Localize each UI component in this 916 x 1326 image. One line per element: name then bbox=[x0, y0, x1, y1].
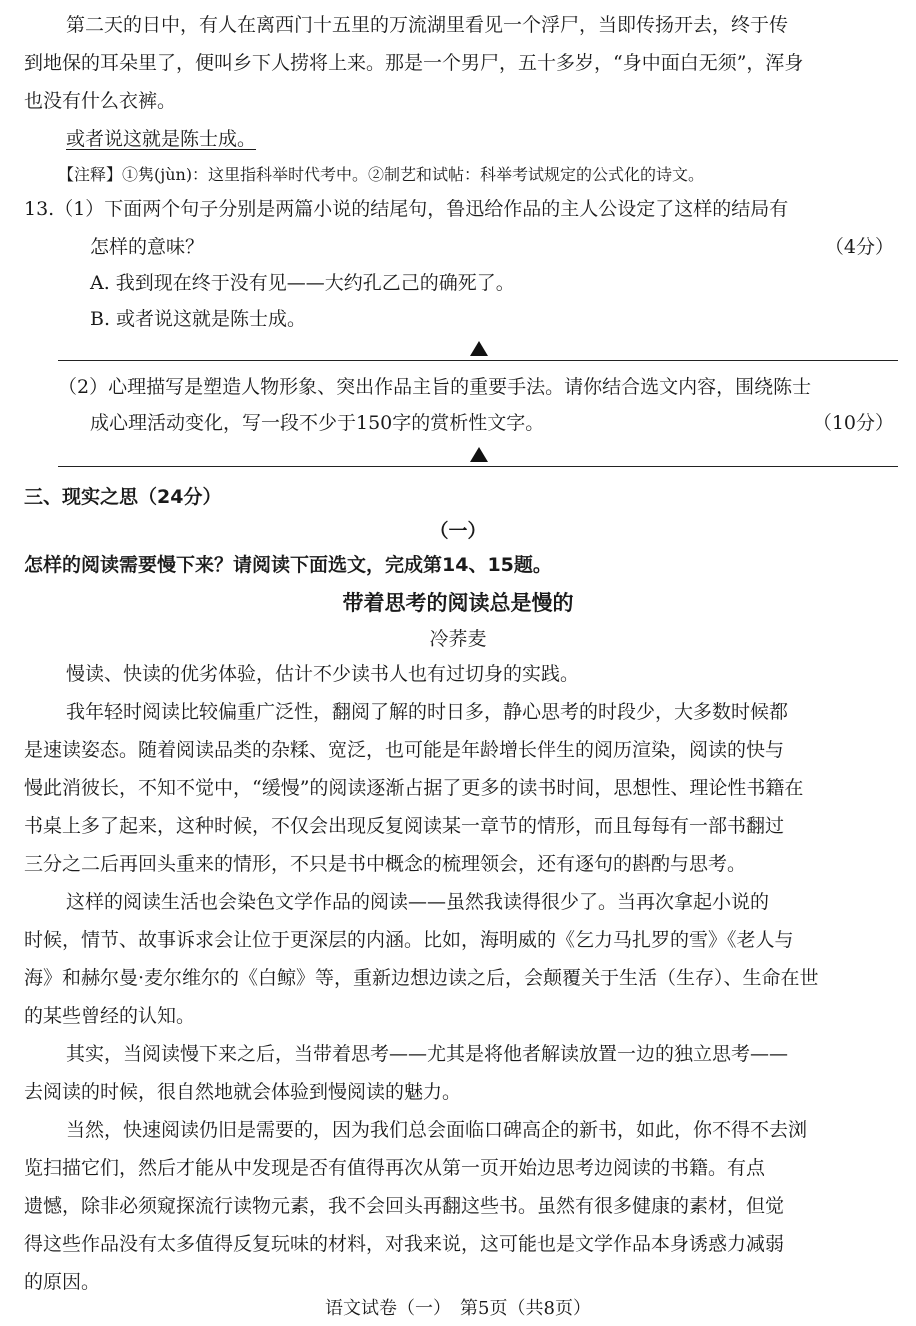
question-13-part2-points: （10分） bbox=[812, 412, 894, 434]
question-13-part2-cont: 成心理活动变化，写一段不少于150字的赏析性文字。 bbox=[90, 412, 545, 434]
article-line: 遗憾，除非必须窥探流行读物元素，我不会回头再翻这些书。虽然有很多健康的素材，但觉 bbox=[24, 1195, 785, 1217]
article-line: 书桌上多了起来，这种时候，不仅会出现反复阅读某一章节的情形，而且每每有一部书翻过 bbox=[24, 815, 785, 837]
article-line: 的原因。 bbox=[24, 1271, 101, 1293]
answer-area-marker bbox=[470, 341, 488, 356]
sub-heading: （一） bbox=[429, 520, 487, 542]
article-author: 冷荞麦 bbox=[429, 628, 487, 650]
section-heading: 三、现实之思（24分） bbox=[24, 486, 222, 508]
article-line: 去阅读的时候，很自然地就会体验到慢阅读的魅力。 bbox=[24, 1081, 462, 1103]
article-line: 慢此消彼长，不知不觉中，“缓慢”的阅读逐渐占据了更多的读书时间，思想性、理论性书籍在 bbox=[24, 777, 804, 799]
article-line: 其实，当阅读慢下来之后，当带着思考——尤其是将他者解读放置一边的独立思考—— bbox=[66, 1043, 789, 1065]
article-line: 是速读姿态。随着阅读品类的杂糅、宽泛，也可能是年龄增长伴生的阅历渲染，阅读的快与 bbox=[24, 739, 785, 761]
article-line: 当然，快速阅读仍旧是需要的，因为我们总会面临口碑高企的新书，如此，你不得不去浏 bbox=[66, 1119, 808, 1141]
story-line: 第二天的日中，有人在离西门十五里的万流湖里看见一个浮尸，当即传扬开去，终于传 bbox=[66, 14, 789, 36]
question-13-part1-cont: 怎样的意味？ bbox=[90, 236, 205, 258]
article-line: 时候，情节、故事诉求会让位于更深层的内涵。比如，海明威的《乞力马扎罗的雪》《老人与 bbox=[24, 929, 794, 951]
story-line: 也没有什么衣裤。 bbox=[24, 90, 177, 112]
article-line: 得这些作品没有太多值得反复玩味的材料，对我来说，这可能也是文学作品本身诱惑力减弱 bbox=[24, 1233, 785, 1255]
option-b: B. 或者说这就是陈士成。 bbox=[90, 308, 307, 330]
article-line: 海》和赫尔曼·麦尔维尔的《白鲸》等，重新边想边读之后，会颠覆关于生活（生存）、生命在世 bbox=[24, 967, 819, 989]
section-prompt: 怎样的阅读需要慢下来？请阅读下面选文，完成第14、15题。 bbox=[24, 554, 552, 576]
question-13-part1: 13.（1）下面两个句子分别是两篇小说的结尾句，鲁迅给作品的主人公设定了这样的结局有 bbox=[24, 198, 789, 220]
article-line: 三分之二后再回头重来的情形，不只是书中概念的梳理领会，还有逐句的斟酌与思考。 bbox=[24, 853, 747, 875]
article-line: 览扫描它们，然后才能从中发现是否有值得再次从第一页开始边思考边阅读的书籍。有点 bbox=[24, 1157, 766, 1179]
answer-line[interactable] bbox=[58, 466, 898, 467]
annotation-notes: 【注释】①隽(jùn)：这里指科举时代考中。②制艺和试帖：科举考试规定的公式化的诗文。 bbox=[58, 165, 705, 184]
question-13-part2: （2）心理描写是塑造人物形象、突出作品主旨的重要手法。请你结合选文内容，围绕陈士 bbox=[58, 376, 812, 398]
article-line: 我年轻时阅读比较偏重广泛性，翻阅了解的时日多，静心思考的时段少，大多数时候都 bbox=[66, 701, 789, 723]
article-line: 的某些曾经的认知。 bbox=[24, 1005, 196, 1027]
question-13-part1-points: （4分） bbox=[824, 236, 894, 258]
option-a: A. 我到现在终于没有见——大约孔乙己的确死了。 bbox=[90, 272, 515, 294]
story-line: 到地保的耳朵里了，便叫乡下人捞将上来。那是一个男尸，五十多岁，“身中面白无须”，浑身 bbox=[24, 52, 804, 74]
article-line: 慢读、快读的优劣体验，估计不少读书人也有过切身的实践。 bbox=[66, 663, 580, 685]
article-line: 这样的阅读生活也会染色文学作品的阅读——虽然我读得很少了。当再次拿起小说的 bbox=[66, 891, 770, 913]
page-footer: 语文试卷（一） 第5页（共8页） bbox=[325, 1298, 591, 1319]
answer-area-marker bbox=[470, 447, 488, 462]
article-title: 带着思考的阅读总是慢的 bbox=[342, 591, 574, 615]
answer-line[interactable] bbox=[58, 360, 898, 361]
story-final-line: 或者说这就是陈士成。 bbox=[66, 128, 257, 150]
